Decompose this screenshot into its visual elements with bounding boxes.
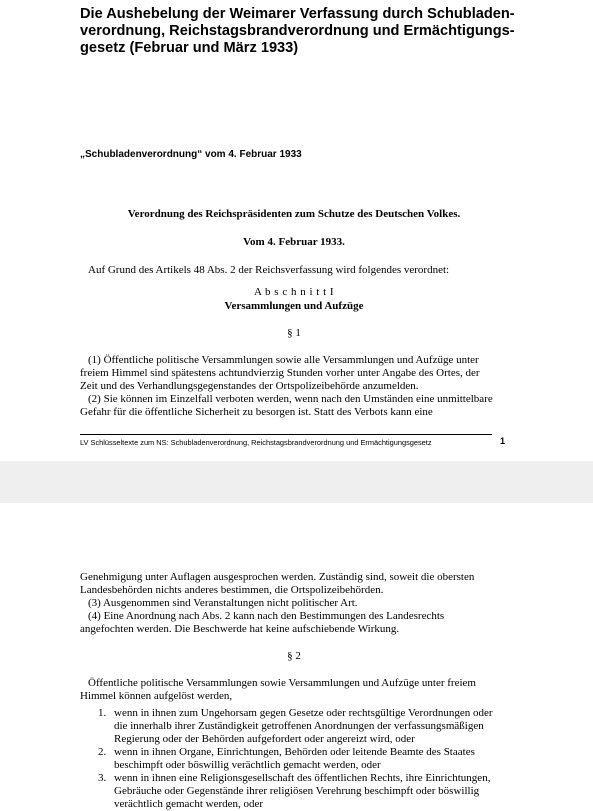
- paragraph-sign: § 2: [287, 650, 301, 662]
- decree-intro: Auf Grund des Artikels 48 Abs. 2 der Reichsverfassung wird folgendes verordnet:: [88, 264, 450, 276]
- document-title-line: Die Aushebelung der Weimarer Verfassung durch Schubladen-: [80, 6, 515, 22]
- text-line: Landesbehörden nichts anderes bestimmen, die Ortspolizeibehörden.: [80, 584, 384, 596]
- text-line: wenn in ihnen Organe, Einrichtungen, Behörden oder leitende Beamte des Staates: [114, 746, 475, 758]
- text-line: Genehmigung unter Auflagen ausgesprochen werden. Zuständig sind, soweit die obersten: [80, 571, 475, 583]
- text-line: (2) Sie können im Einzelfall verboten werden, wenn nach den Umständen eine unmittelbare: [88, 393, 493, 405]
- text-line: freiem Himmel sind spätestens achtundvierzig Stunden vorher unter Angabe des Ortes, der: [80, 367, 480, 379]
- section-label: A b s c h n i t t I: [253, 286, 335, 298]
- text-line: wenn in ihnen zum Ungehorsam gegen Gesetze oder rechtsgültige Verordnungen oder: [114, 707, 493, 719]
- document-page-2: [0, 503, 593, 810]
- list-item: [80, 707, 520, 746]
- text-line: angefochten werden. Die Beschwerde hat keine aufschiebende Wirkung.: [80, 623, 400, 635]
- section-subtitle: „Schubladenverordnung“ vom 4. Februar 1933: [80, 149, 302, 160]
- text-line: (1) Öffentliche politische Versammlungen sowie alle Versammlungen und Aufzüge unter: [88, 354, 479, 366]
- decree-date: Vom 4. Februar 1933.: [243, 236, 345, 248]
- document-title-line: gesetz (Februar und März 1933): [80, 40, 299, 56]
- list-item: [80, 746, 520, 772]
- text-line: (4) Eine Anordnung nach Abs. 2 kann nach den Bestimmungen des Landesrechts: [88, 610, 445, 622]
- text-line: (3) Ausgenommen sind Veranstaltungen nicht politischer Art.: [88, 597, 358, 609]
- page-separator: [0, 461, 593, 503]
- text-line: beschimpft oder böswillig verächtlich gemacht werden, oder: [114, 759, 381, 771]
- page-footer: LV Schlüsseltexte zum NS: Schubladenverordnung, Reichstagsbrandverordnung und Ermächtigungsgesetz: [80, 438, 432, 447]
- page-number: 1: [500, 436, 506, 446]
- section-title: Versammlungen und Aufzüge: [224, 300, 364, 312]
- text-line: Himmel können aufgelöst werden,: [80, 690, 233, 702]
- text-line: wenn in ihnen eine Religionsgesellschaft des öffentlichen Rechts, ihre Einrichtungen,: [114, 772, 491, 784]
- list-item: [80, 772, 520, 811]
- text-line: Öffentliche politische Versammlungen sowie Versammlungen und Aufzüge unter freiem: [88, 677, 476, 689]
- list-item-number: 2.: [98, 746, 107, 758]
- document-title: [80, 6, 520, 57]
- paragraph-1-continuation: [80, 571, 508, 636]
- paragraph-2-intro: [80, 677, 508, 703]
- text-line: Gefahr für die öffentliche Sicherheit zu besorgen ist. Statt des Verbots kann eine: [80, 406, 433, 418]
- document-title-line: verordnung, Reichstagsbrandverordnung und Ermächtigungs-: [80, 23, 515, 39]
- decree-title: Verordnung des Reichspräsidenten zum Schutze des Deutschen Volkes.: [127, 208, 461, 220]
- list-item-number: 3.: [98, 772, 107, 784]
- paragraph-1-text: [80, 354, 508, 419]
- paragraph-sign: § 1: [287, 327, 301, 339]
- text-line: Regierung oder der Behörden aufgefordert oder angereizt wird, oder: [114, 733, 415, 745]
- text-line: die innerhalb ihrer Zuständigkeit getroffenen Anordnungen der verfassungsmäßigen: [114, 720, 484, 732]
- text-line: Zeit und des Verhandlungsgegenstandes der Ortspolizeibehörde anzumelden.: [80, 380, 419, 392]
- text-line: Gebräuche oder Gegenstände ihrer religiösen Verehrung beschimpft oder böswillig: [114, 785, 480, 797]
- footer-divider: [80, 434, 492, 435]
- text-line: verächtlich gemacht werden, oder: [114, 798, 264, 810]
- list-item-number: 1.: [98, 707, 107, 719]
- numbered-list: [80, 707, 520, 811]
